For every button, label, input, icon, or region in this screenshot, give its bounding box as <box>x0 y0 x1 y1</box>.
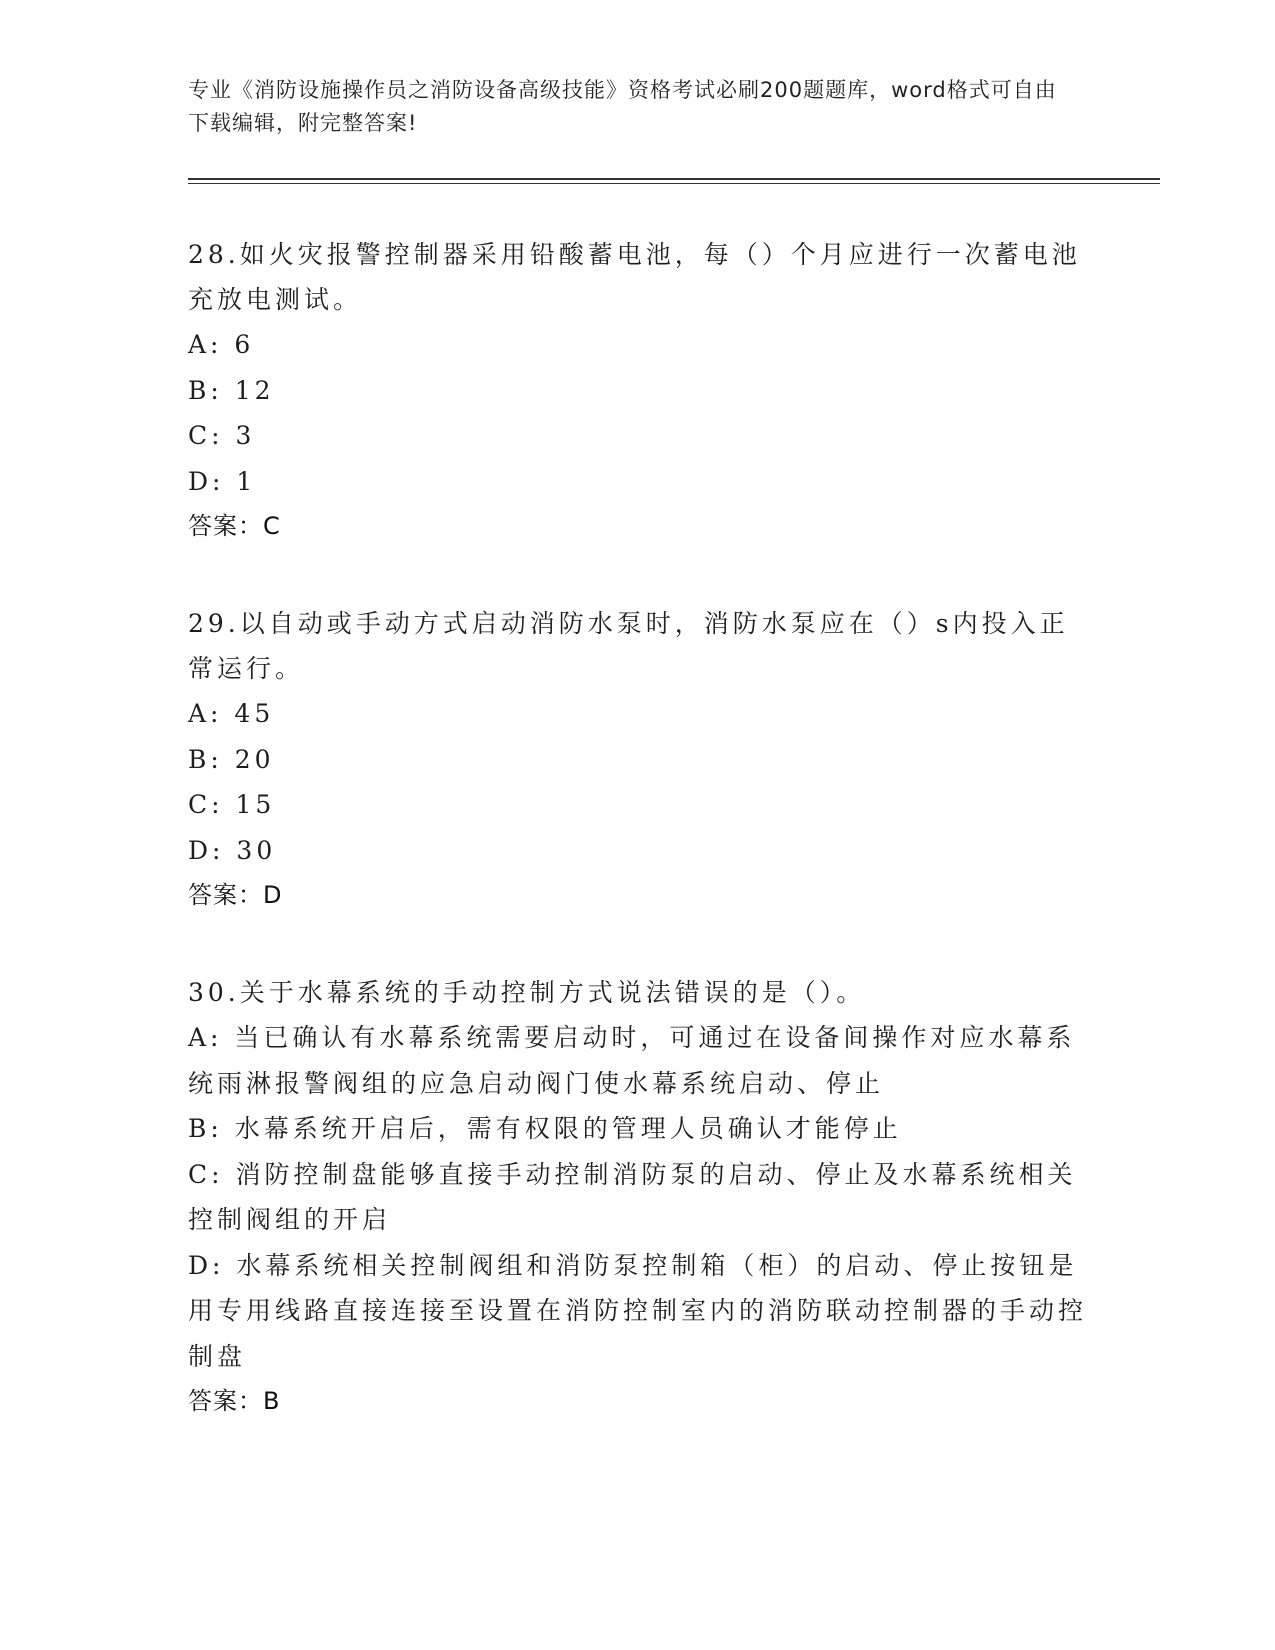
question-stem: 30.关于水幕系统的手动控制方式说法错误的是（）。 <box>188 978 866 1007</box>
option-c: C: 15 <box>188 790 276 819</box>
option-a: A: 6 <box>188 330 255 359</box>
question-28 <box>188 232 1088 549</box>
question-stem: 29.以自动或手动方式启动消防水泵时，消防水泵应在（）s内投入正常运行。 <box>188 609 1069 683</box>
question-30 <box>188 970 1088 1424</box>
question-stem: 28.如火灾报警控制器采用铅酸蓄电池，每（）个月应进行一次蓄电池充放电测试。 <box>188 240 1081 314</box>
option-c: C: 消防控制盘能够直接手动控制消防泵的启动、停止及水幕系统相关控制阀组的开启 <box>188 1159 1077 1234</box>
option-b: B: 20 <box>188 744 275 774</box>
answer-line: 答案：C <box>188 512 281 540</box>
option-c: C: 3 <box>188 421 256 450</box>
option-b: B: 水幕系统开启后，需有权限的管理人员确认才能停止 <box>188 1114 902 1143</box>
document-header: 专业《消防设施操作员之消防设备高级技能》资格考试必刷200题题库，word格式可自由下载编辑，附完整答案! <box>188 78 1057 135</box>
option-d: D: 30 <box>188 835 277 865</box>
option-b: B: 12 <box>188 375 275 405</box>
option-d: D: 水幕系统相关控制阀组和消防泵控制箱（柜）的启动、停止按钮是用专用线路直接连接至设置在消防控制室内的消防联动控制器的手动控制盘 <box>188 1250 1088 1371</box>
option-a: A: 45 <box>188 699 275 728</box>
question-29 <box>188 601 1088 918</box>
option-d: D: 1 <box>188 466 257 496</box>
answer-line: 答案：D <box>188 881 283 909</box>
answer-line: 答案：B <box>188 1387 281 1415</box>
option-a: A: 当已确认有水幕系统需要启动时，可通过在设备间操作对应水幕系统雨淋报警阀组的应急启动阀门使水幕系统启动、停止 <box>188 1023 1076 1098</box>
header-divider <box>188 178 1160 184</box>
question-list <box>188 232 1088 1476</box>
